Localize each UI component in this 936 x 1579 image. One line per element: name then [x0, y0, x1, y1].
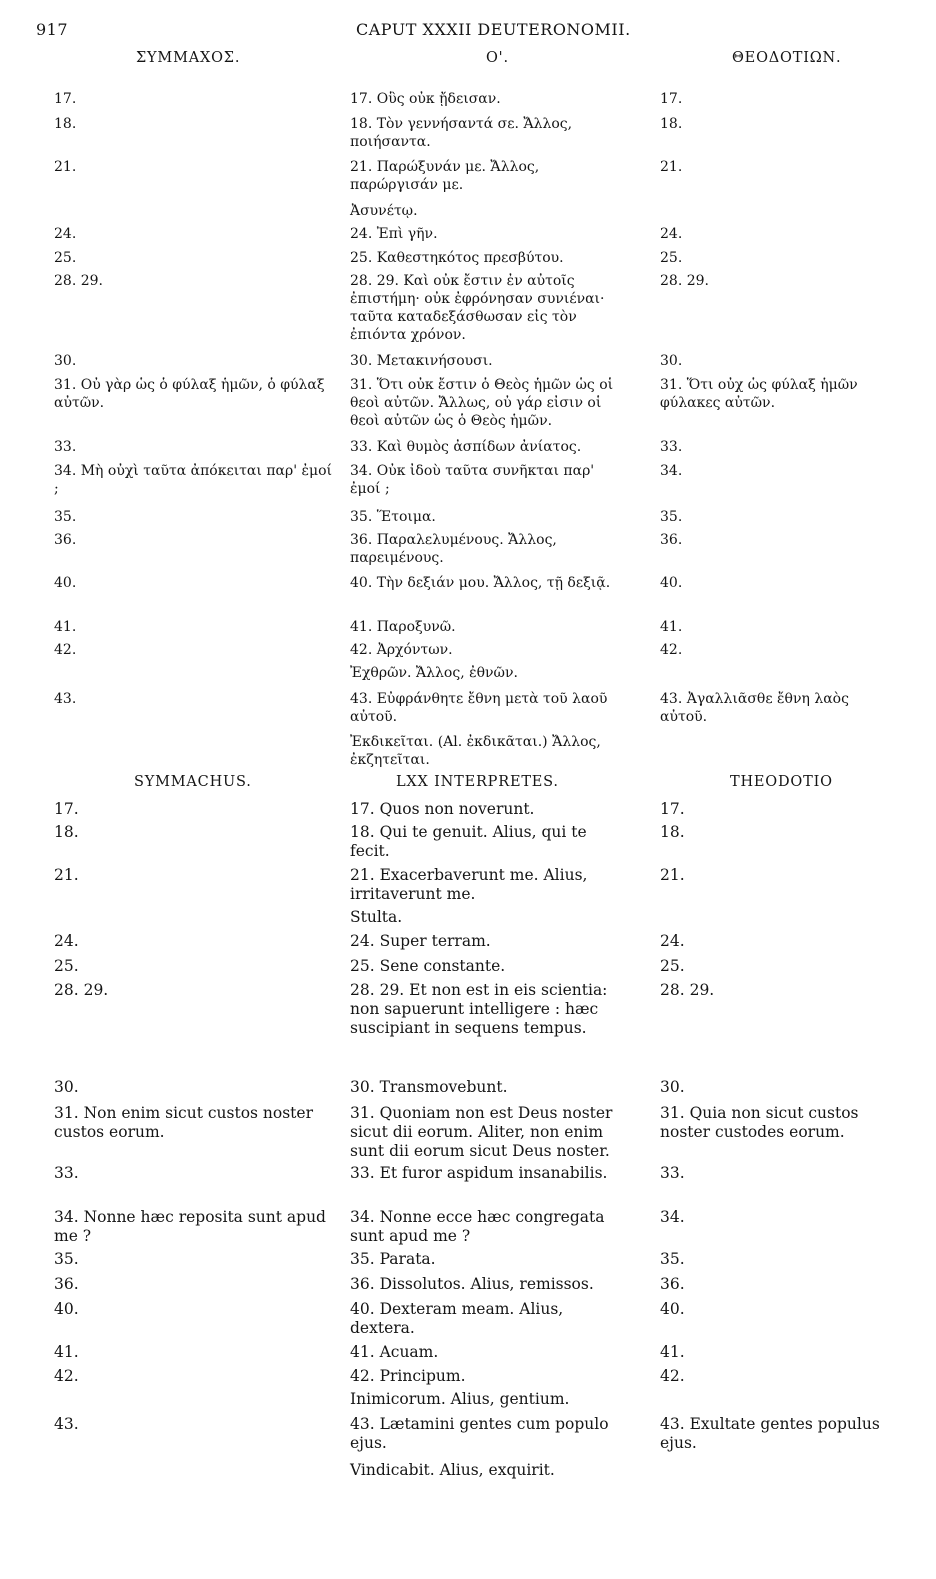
lxx-cell: 24. Super terram.: [350, 932, 491, 950]
lxx-cell: 28. 29. Καὶ οὐκ ἔστιν ἐν αὐτοῖς ἐπιστήμη· οὐκ ἐφρόνησαν συνιέναι· ταῦτα καταδεξάσθωσαν εἰς τὸν ἐπιόντα χρόνον.: [350, 273, 609, 343]
symmachus-cell: 28. 29.: [54, 981, 109, 999]
lxx-cell: 28. 29. Et non est in eis scientia: non sapuerunt intelligere : hæc suscipiant in sequens tempus.: [350, 981, 613, 1037]
lxx-cell: 33. Et furor aspidum insanabilis.: [350, 1164, 608, 1182]
theodotion-cell: 41.: [660, 1343, 685, 1361]
symmachus-cell: 17.: [54, 800, 79, 818]
latin-header-lxx: LXX INTERPRETES.: [396, 774, 559, 790]
symmachus-cell: 43.: [54, 1415, 79, 1433]
lxx-cell: 34. Nonne ecce hæc congregata sunt apud me ?: [350, 1208, 610, 1245]
theodotion-cell: 25.: [660, 957, 685, 975]
theodotion-cell: 36.: [660, 1275, 685, 1293]
symmachus-cell: 33.: [54, 1164, 79, 1182]
symmachus-cell: 34. Nonne hæc reposita sunt apud me ?: [54, 1208, 331, 1245]
lxx-cell: 35. Parata.: [350, 1250, 436, 1268]
lxx-cell: 43. Lætamini gentes cum populo ejus.: [350, 1415, 614, 1452]
lxx-cell: 41. Παροξυνῶ.: [350, 619, 456, 635]
theodotion-cell: 33.: [660, 1164, 685, 1182]
symmachus-cell: 35.: [54, 1250, 79, 1268]
theodotion-cell: 35.: [660, 509, 683, 525]
lxx-cell: 21. Exacerbaverunt me. Alius, irritaverunt me.: [350, 866, 593, 903]
theodotion-cell: 21.: [660, 159, 683, 175]
greek-header-symmachus: ΣΥΜΜΑΧΟΣ.: [136, 50, 241, 66]
lxx-cell: 35. Ἕτοιμα.: [350, 509, 436, 525]
lxx-cell: 34. Οὐκ ἰδοὺ ταῦτα συνῆκται παρ' ἐμοί ;: [350, 463, 599, 497]
lxx-cell: 30. Transmovebunt.: [350, 1078, 508, 1096]
lxx-cell: 25. Καθεστηκότος πρεσβύτου.: [350, 250, 564, 266]
theodotion-cell: 24.: [660, 226, 683, 242]
symmachus-cell: 21.: [54, 866, 79, 884]
lxx-cell: 24. Ἐπὶ γῆν.: [350, 226, 438, 242]
symmachus-cell: 42.: [54, 1367, 79, 1385]
theodotion-cell: 33.: [660, 439, 683, 455]
lxx-cell: 31. Ὅτι οὐκ ἔστιν ὁ Θεὸς ἡμῶν ὡς οἱ θεοὶ αὐτῶν. Ἄλλως, οὐ γάρ εἰσιν οἱ θεοὶ αὐτῶν ὡς ὁ Θεὸς ἡμῶν.: [350, 377, 618, 429]
lxx-cell: 36. Dissolutos. Alius, remissos.: [350, 1275, 594, 1293]
theodotion-cell: 35.: [660, 1250, 685, 1268]
symmachus-cell: 28. 29.: [54, 273, 103, 289]
symmachus-cell: 18.: [54, 116, 77, 132]
lxx-cell: 36. Παραλελυμένους. Ἄλλος, παρειμένους.: [350, 532, 562, 566]
symmachus-cell: 30.: [54, 353, 77, 369]
theodotion-cell: 31. Quia non sicut custos noster custodes eorum.: [660, 1104, 864, 1141]
lxx-cell: Stulta.: [350, 908, 403, 926]
lxx-cell: 43. Εὐφράνθητε ἔθνη μετὰ τοῦ λαοῦ αὐτοῦ.: [350, 691, 612, 725]
theodotion-cell: 34.: [660, 1208, 685, 1226]
theodotion-cell: 40.: [660, 1300, 685, 1318]
theodotion-cell: 31. Ὅτι οὐχ ὡς φύλαξ ἡμῶν φύλακες αὐτῶν.: [660, 377, 863, 411]
theodotion-cell: 24.: [660, 932, 685, 950]
symmachus-cell: 31. Non enim sicut custos noster custos eorum.: [54, 1104, 318, 1141]
lxx-cell: 31. Quoniam non est Deus noster sicut dii eorum. Aliter, non enim sunt dii eorum sicut Deus noster.: [350, 1104, 618, 1160]
theodotion-cell: 34.: [660, 463, 683, 479]
symmachus-cell: 17.: [54, 91, 77, 107]
symmachus-cell: 40.: [54, 1300, 79, 1318]
lxx-cell: 30. Μετακινήσουσι.: [350, 353, 493, 369]
theodotion-cell: 25.: [660, 250, 683, 266]
lxx-cell: 25. Sene constante.: [350, 957, 506, 975]
latin-header-theodotion: THEODOTIO: [730, 774, 833, 790]
theodotion-cell: 18.: [660, 116, 683, 132]
symmachus-cell: 33.: [54, 439, 77, 455]
symmachus-cell: 24.: [54, 226, 77, 242]
lxx-cell: 33. Καὶ θυμὸς ἀσπίδων ἀνίατος.: [350, 439, 582, 455]
lxx-cell: 40. Τὴν δεξιάν μου. Ἄλλος, τῇ δεξιᾷ.: [350, 575, 611, 591]
lxx-cell: Ἐκδικεῖται. (Al. ἐκδικᾶται.) Ἄλλος, ἐκζητεῖται.: [350, 734, 606, 768]
theodotion-cell: 28. 29.: [660, 273, 709, 289]
lxx-cell: 42. Ἀρχόντων.: [350, 642, 453, 658]
lxx-cell: 17. Quos non noverunt.: [350, 800, 535, 818]
theodotion-cell: 28. 29.: [660, 981, 715, 999]
lxx-cell: Ἐχθρῶν. Ἄλλος, ἐθνῶν.: [350, 665, 518, 681]
theodotion-cell: 41.: [660, 619, 683, 635]
symmachus-cell: 25.: [54, 250, 77, 266]
theodotion-cell: 18.: [660, 823, 685, 841]
theodotion-cell: 36.: [660, 532, 683, 548]
running-title: CAPUT XXXII DEUTERONOMII.: [356, 20, 631, 39]
symmachus-cell: 36.: [54, 532, 77, 548]
symmachus-cell: 41.: [54, 619, 77, 635]
latin-header-symmachus: SYMMACHUS.: [134, 774, 252, 790]
symmachus-cell: 30.: [54, 1078, 79, 1096]
lxx-cell: 21. Παρώξυνάν με. Ἄλλος, παρώργισάν με.: [350, 159, 544, 193]
symmachus-cell: 31. Οὐ γὰρ ὡς ὁ φύλαξ ἡμῶν, ὁ φύλαξ αὐτῶν.: [54, 377, 330, 411]
symmachus-cell: 36.: [54, 1275, 79, 1293]
lxx-cell: Ἀσυνέτῳ.: [350, 203, 418, 219]
symmachus-cell: 34. Μὴ οὐχὶ ταῦτα ἀπόκειται παρ' ἐμοί ;: [54, 463, 337, 497]
symmachus-cell: 35.: [54, 509, 77, 525]
theodotion-cell: 43. Ἀγαλλιᾶσθε ἔθνη λαὸς αὐτοῦ.: [660, 691, 854, 725]
greek-header-lxx: Ο'.: [486, 50, 509, 66]
symmachus-cell: 43.: [54, 691, 77, 707]
theodotion-cell: 42.: [660, 642, 683, 658]
theodotion-cell: 17.: [660, 800, 685, 818]
page-number: 917: [36, 20, 69, 39]
symmachus-cell: 21.: [54, 159, 77, 175]
lxx-cell: 17. Οὓς οὐκ ᾔδεισαν.: [350, 91, 501, 107]
lxx-cell: 41. Acuam.: [350, 1343, 439, 1361]
symmachus-cell: 25.: [54, 957, 79, 975]
greek-header-theodotion: ΘΕΟΔΟΤΙΩΝ.: [732, 50, 842, 66]
lxx-cell: 18. Τὸν γεννήσαντά σε. Ἄλλος, ποιήσαντα.: [350, 116, 577, 150]
symmachus-cell: 42.: [54, 642, 77, 658]
theodotion-cell: 17.: [660, 91, 683, 107]
lxx-cell: Vindicabit. Alius, exquirit.: [350, 1461, 555, 1479]
theodotion-cell: 21.: [660, 866, 685, 884]
theodotion-cell: 42.: [660, 1367, 685, 1385]
theodotion-cell: 30.: [660, 1078, 685, 1096]
lxx-cell: 18. Qui te genuit. Alius, qui te fecit.: [350, 823, 592, 860]
theodotion-cell: 40.: [660, 575, 683, 591]
theodotion-cell: 43. Exultate gentes populus ejus.: [660, 1415, 885, 1452]
lxx-cell: Inimicorum. Alius, gentium.: [350, 1390, 570, 1408]
lxx-cell: 42. Principum.: [350, 1367, 466, 1385]
symmachus-cell: 18.: [54, 823, 79, 841]
theodotion-cell: 30.: [660, 353, 683, 369]
symmachus-cell: 41.: [54, 1343, 79, 1361]
symmachus-cell: 24.: [54, 932, 79, 950]
lxx-cell: 40. Dexteram meam. Alius, dextera.: [350, 1300, 569, 1337]
symmachus-cell: 40.: [54, 575, 77, 591]
